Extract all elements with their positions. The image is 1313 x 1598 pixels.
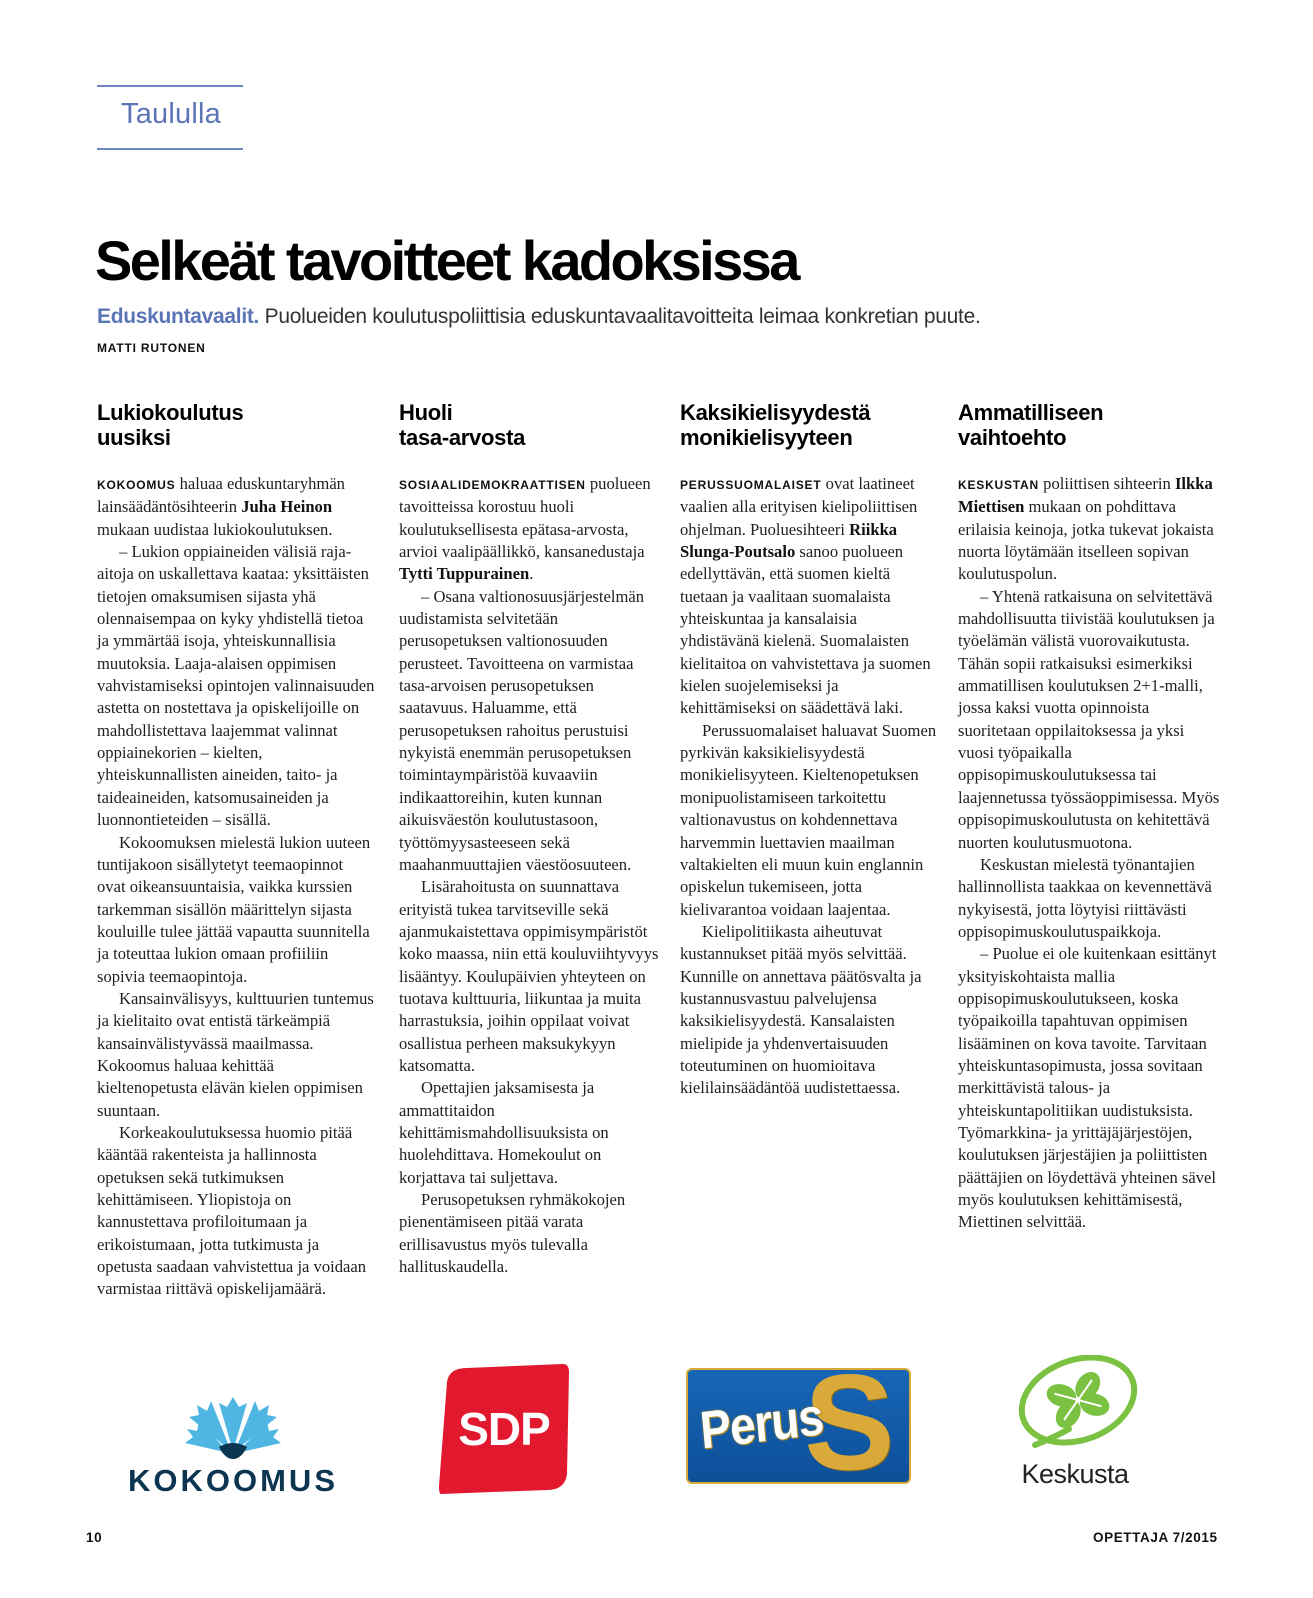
section-kicker: Taululla bbox=[121, 98, 221, 130]
paragraph: Kielipolitiikasta aiheutuvat kustannukset pitää myös selvittää. Kunnille on annettava päätösvalta ja kustannusvastuu palvelujensa kaksikielisyydestä. Kansalaisten mielipide ja yhdenvertaisuuden toteutuminen on huomioitava kielilainsäädäntöä uudistettaessa. bbox=[680, 921, 922, 1098]
perussuomalaiset-logo bbox=[686, 1346, 911, 1498]
paragraph: – Puolue ei ole kuitenkaan esittänyt yksityiskohtaista mallia oppisopimuskoulutukseen, koska työpaikoilla tapahtuvan oppimisen lisääminen on kova tavoite. Tarvitaan yhteiskuntasopimusta, jossa sovitaan merkittävistä talous- ja yhteiskuntapolitiikan uudistuksista. Työmarkkina- ja yrittäjäjärjestöjen, koulutuksen järjestäjien ja poliittisten päättäjien on löydettävä yhteinen sävel myös koulutuksen kehittämisestä, Miettinen selvittää. bbox=[958, 944, 1217, 1232]
keskusta-logo bbox=[1005, 1355, 1145, 1495]
subtitle-lead: Eduskuntavaalit. bbox=[97, 305, 260, 328]
sdp-logo bbox=[437, 1362, 571, 1496]
perus-s-glyph: S bbox=[804, 1346, 895, 1498]
column-sdp bbox=[399, 400, 661, 1278]
column-perussuomalaiset bbox=[680, 400, 938, 1100]
column-keskusta bbox=[958, 400, 1223, 1234]
lead-paragraph: PERUSSUOMALAISET ovat laatineet vaalien alla erityisen kielipoliittisen ohjelman. Puoluesihteeri Riikka Slunga-Poutsalo sanoo puolueen edellyttävän, että suomen kieltä tuetaan ja vaalitaan suomalaista yhteiskuntaa ja kansalaisia yhdistävänä kielenä. Suomalaisten kielitaitoa on vahvistettava ja suomen kielen suojelemiseksi ja kehittämiseksi on säädettävä laki. bbox=[680, 474, 931, 718]
paragraph: Opettajien jaksamisesta ja ammattitaidon kehittämismahdollisuuksista on huolehdittava. Homekoulut on korjattava tai suljettava. bbox=[399, 1078, 609, 1187]
lead-paragraph: SOSIAALIDEMOKRAATTISEN puolueen tavoitteissa korostuu huoli koulutuksellisesta epätasa-arvosta, arvioi vaalipäällikkö, kansanedustaja Tytti Tuppurainen. bbox=[399, 474, 651, 584]
column-heading: Huoli tasa-arvosta bbox=[399, 400, 526, 450]
lead-paragraph: KESKUSTAN poliittisen sihteerin Ilkka Miettisen mukaan on pohdittava erilaisia keinoja, jotka tukevat jokaista nuorta löytämään itselleen sopivan koulutuspolun. bbox=[958, 474, 1214, 584]
paragraph: Lisärahoitusta on suunnattava erityistä tukea tarvitseville sekä ajanmukaistettava oppimisympäristöt koko maassa, niin että kouluviihtyvyys lisääntyy. Koulupäivien yhteyteen on tuotava kulttuuria, liikuntaa ja muita harrastuksia, joihin oppilaat voivat osallistua perheen maksukykyyn katsomatta. bbox=[399, 877, 659, 1075]
column-heading: Kaksikielisyydestä monikielisyyteen bbox=[680, 400, 871, 450]
paragraph: Kokoomuksen mielestä lukion uuteen tuntijakoon sisällytetyt teemaopinnot ovat oikeansuuntaisia, vaikka kurssien tarkemman sisällön määrittelyn sijasta kouluille tulee jättää vapautta suunnitella ja toteuttaa lukion omaan profiiliin sopivia teemaopintoja. bbox=[97, 832, 371, 986]
clover-icon bbox=[1005, 1355, 1145, 1455]
page-number: 10 bbox=[86, 1530, 103, 1545]
column-heading: Ammatilliseen vaihtoehto bbox=[958, 400, 1104, 450]
paragraph: – Yhtenä ratkaisuna on selvitettävä mahdollisuutta tiivistää koulutuksen ja työelämän välistä vuorovaikutusta. Tähän sopii ratkaisuksi esimerkiksi ammatillisen koulutuksen 2+1-malli, jossa kaksi vuotta opinnoista suoritetaan oppilaitoksessa ja yksi vuosi työpaikalla oppisopimuskoulutuksessa tai laajennetussa työssäoppimisessa. Myös oppisopimuskoulutusta on kehitettävä nuorten koulutusmuotona. bbox=[958, 586, 1220, 852]
column-kokoomus bbox=[97, 400, 375, 1301]
article-subtitle bbox=[97, 305, 980, 329]
keskusta-wordmark: Keskusta bbox=[1021, 1459, 1129, 1489]
cornflower-icon bbox=[117, 1395, 349, 1459]
kicker-rule-top bbox=[97, 85, 243, 87]
perus-wordmark: Perus bbox=[697, 1385, 826, 1461]
kokoomus-wordmark: KOKOOMUS bbox=[128, 1463, 338, 1498]
column-body bbox=[97, 473, 375, 1301]
column-body bbox=[399, 473, 661, 1278]
paragraph: Perussuomalaiset haluavat Suomen pyrkivän kaksikielisyydestä monikielisyyteen. Kieltenopetuksen monipuolistamiseen tarkoitettu valtionavustus on kohdennettava harvemmin luettavien maailman valtakielten eli muun kuin englannin opiskelun tukemiseen, jotta kielivarantoa voidaan laajentaa. bbox=[680, 720, 937, 919]
column-body bbox=[680, 473, 938, 1100]
sdp-wordmark: SDP bbox=[458, 1403, 550, 1455]
publication-issue: OPETTAJA 7/2015 bbox=[1093, 1530, 1218, 1545]
subtitle-text: Puolueiden koulutuspoliittisia eduskuntavaalitavoitteita leimaa konkretian puute. bbox=[264, 305, 981, 328]
paragraph: – Lukion oppiaineiden välisiä raja-aitoja on uskallettava kaataa: yksittäisten tietojen omaksumisen sijasta yhä olennaisempaa on kyky yhdistellä tietoa ja ymmärtää isoja, yhteiskunnallisia muutoksia. Laaja-alaisen oppimisen vahvistamiseksi opintojen valinnaisuuden astetta on nostettava ja opiskelijoille on mahdollistettava laajemmat valinnat oppiainekorien – kielten, yhteiskunnallisten aineiden, taito- ja taideaineiden, katsomusaineiden ja luonnontieteiden – sisällä. bbox=[97, 542, 375, 830]
paragraph: Perusopetuksen ryhmäkokojen pienentämiseen pitää varata erillisavustus myös tulevalla hallituskaudella. bbox=[399, 1190, 626, 1277]
article-title: Selkeät tavoitteet kadoksissa bbox=[95, 229, 798, 292]
byline: MATTI RUTONEN bbox=[97, 341, 206, 355]
paragraph: Kansainvälisyys, kulttuurien tuntemus ja kielitaito ovat entistä tärkeämpiä kansainvälistyvässä maailmassa. Kokoomus haluaa kehittää kieltenopetusta elävän kielen oppimisen suuntaan. bbox=[97, 988, 374, 1120]
lead-paragraph: KOKOOMUS haluaa eduskuntaryhmän lainsäädäntösihteerin Juha Heinon mukaan uudistaa lukiokoulutuksen. bbox=[97, 474, 345, 539]
paragraph: Korkeakoulutuksessa huomio pitää kääntää rakenteista ja hallinnosta opetuksen sekä tutkimuksen kehittämiseen. Yliopistoja on kannustettava profiloitumaan ja erikoistumaan, jotta tutkimusta ja opetusta saadaan vahvistettua ja voidaan varmistaa riittävä opiskelijamäärä. bbox=[97, 1122, 367, 1299]
kicker-rule-bottom bbox=[97, 148, 243, 150]
paragraph: Keskustan mielestä työnantajien hallinnollista taakkaa on kevennettävä nykyisestä, jotta löytyisi riittävästi oppisopimuskoulutuspaikkoja. bbox=[958, 854, 1212, 941]
column-heading: Lukiokoulutus uusiksi bbox=[97, 400, 244, 450]
kokoomus-logo bbox=[117, 1395, 349, 1498]
paragraph: – Osana valtionosuusjärjestelmän uudistamista selvitetään perusopetuksen valtionosuuden perusteet. Tavoitteena on varmistaa tasa-arvoisen perusopetuksen saatavuus. Haluamme, että perusopetuksen rahoitus perustuisi nykyistä enemmän perusopetuksen toimintaympäristöä kuvaaviin indikaattoreihin, kuten kunnan aikuisväestön koulutustasoon, työttömyysasteeseen sekä maahanmuuttajien väestöosuuteen. bbox=[399, 586, 645, 874]
column-body bbox=[958, 473, 1223, 1234]
